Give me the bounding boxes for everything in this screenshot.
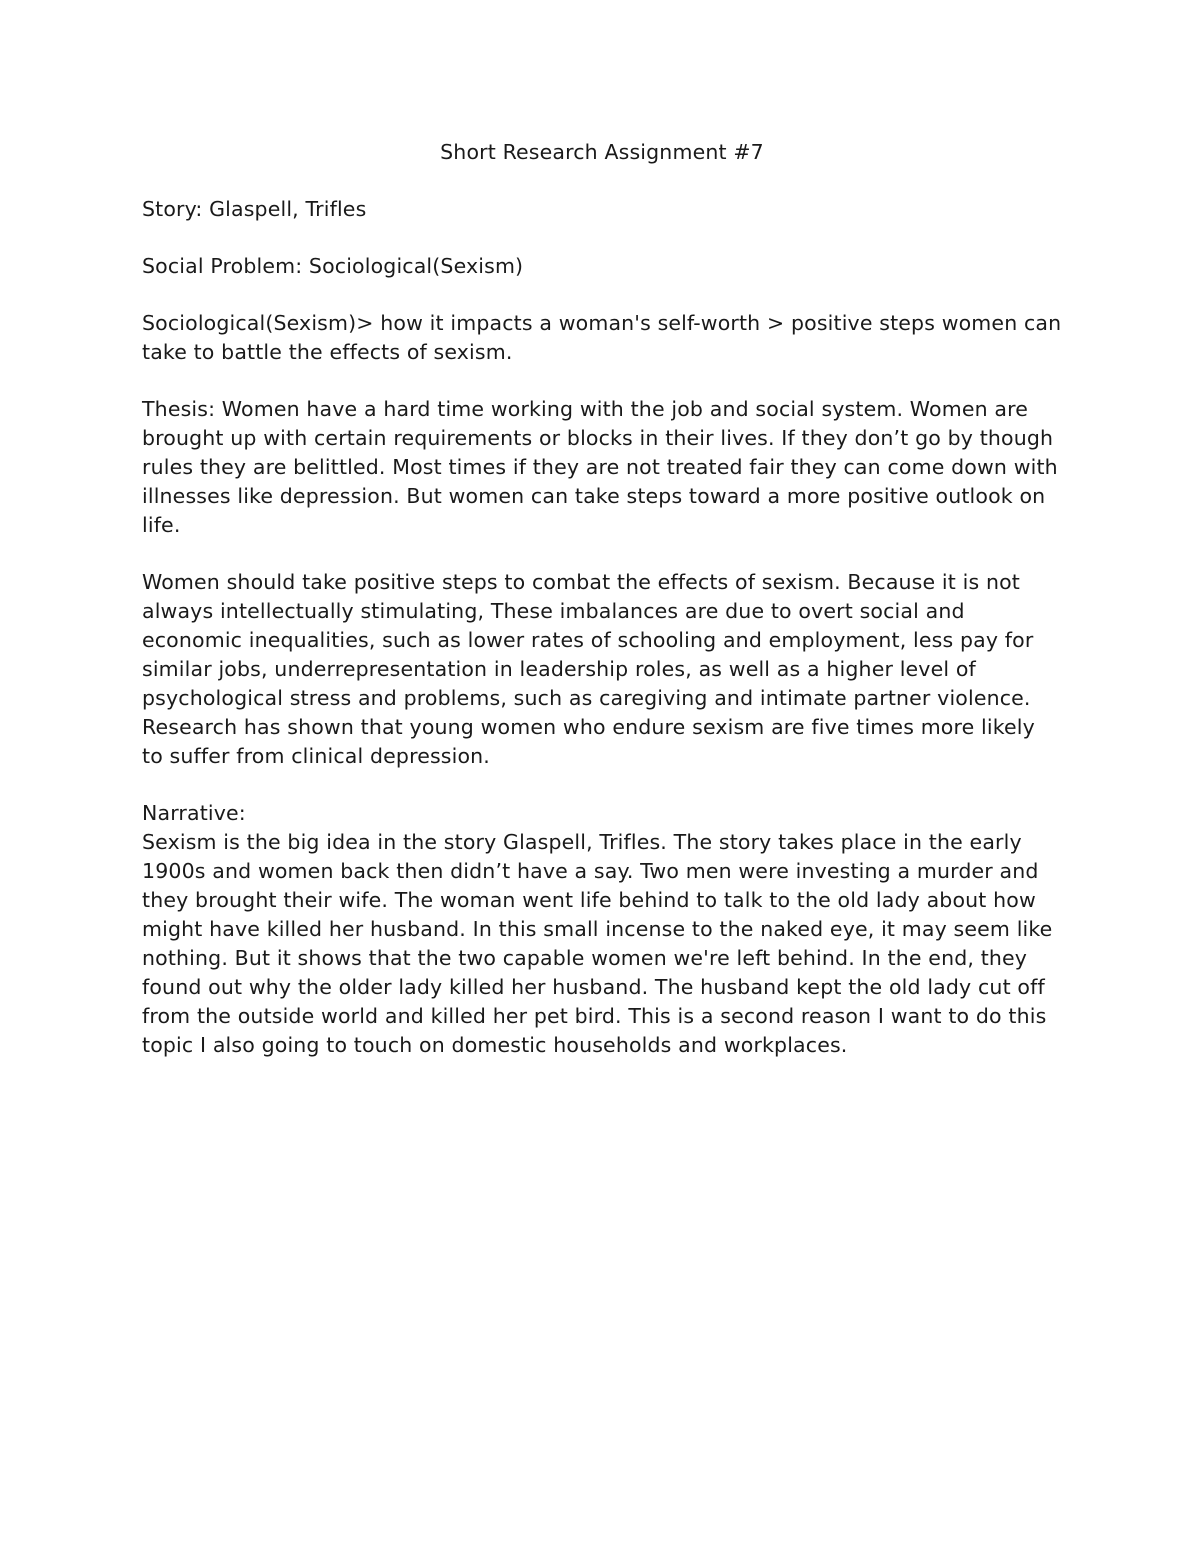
body-paragraph: Women should take positive steps to combat the effects of sexism. Because it is not always intellectually stimulating, These imbalances are due to overt social and economic inequalities, such as lower rates of schooling and employment, less pay for similar jobs, underrepresentation in leadership roles, as well as a higher level of psychological stress and problems, such as caregiving and intimate partner violence. Research has shown that young women who endure sexism are five times more likely to suffer from clinical depression. — [142, 570, 1035, 768]
social-problem-line: Social Problem: Sociological(Sexism) — [142, 254, 524, 278]
outline-paragraph: Sociological(Sexism)> how it impacts a woman's self-worth > positive steps women can take to battle the effects of sexism. — [142, 311, 1062, 364]
spacer — [142, 281, 1062, 309]
spacer — [142, 771, 1062, 799]
spacer — [142, 167, 1062, 195]
page-title: Short Research Assignment #7 — [440, 140, 764, 164]
thesis-paragraph: Thesis: Women have a hard time working with the job and social system. Women are brought up with certain requirements or blocks in their lives. If they don’t go by though rules they are belittled. Most times if they are not treated fair they can come down with illnesses like depression. But women can take steps toward a more positive outlook on life. — [142, 397, 1058, 537]
spacer — [142, 224, 1062, 252]
document-content — [142, 138, 1062, 1060]
story-line: Story: Glaspell, Trifles — [142, 197, 367, 221]
narrative-paragraph: Sexism is the big idea in the story Glaspell, Trifles. The story takes place in the early 1900s and women back then didn’t have a say. Two men were investing a murder and they brought their wife. The woman went life behind to talk to the old lady about how might have killed her husband. In this small incense to the naked eye, it may seem like nothing. But it shows that the two capable women we're left behind. In the end, they found out why the older lady killed her husband. The husband kept the old lady cut off from the outside world and killed her pet bird. This is a second reason I want to do this topic I also going to touch on domestic households and workplaces. — [142, 830, 1053, 1057]
spacer — [142, 367, 1062, 395]
spacer — [142, 540, 1062, 568]
narrative-heading: Narrative: — [142, 801, 246, 825]
